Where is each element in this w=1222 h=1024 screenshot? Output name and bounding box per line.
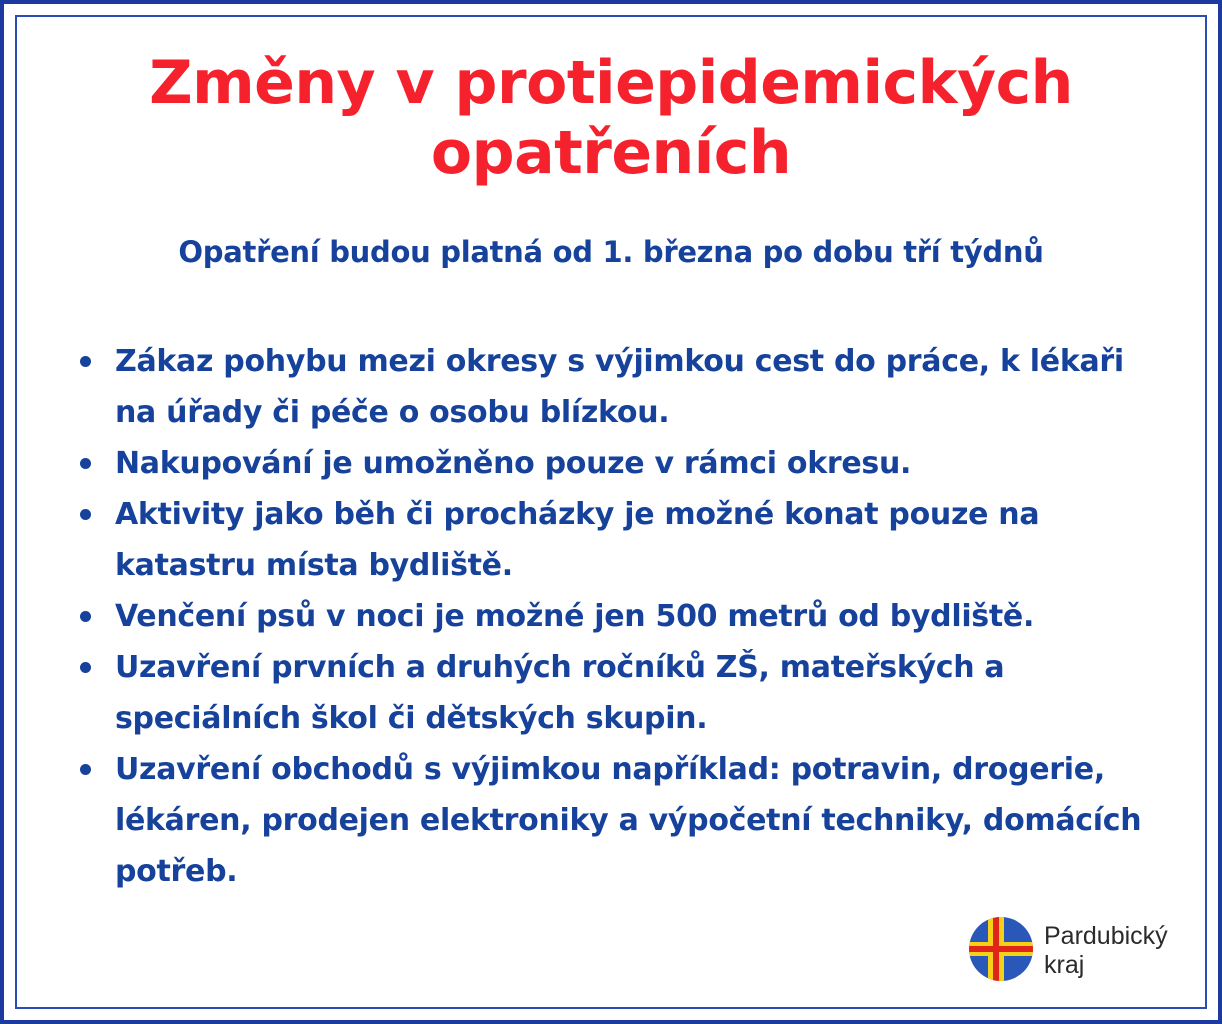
bullet-icon: [80, 764, 91, 775]
rule-text: Uzavření obchodů s výjimkou například: potravin, drogerie, lékáren, prodejen elektroniky a výpočetní techniky, domácích potřeb.: [115, 752, 1142, 889]
rule-item: [74, 438, 1154, 489]
title-line-2: opatřeních: [430, 118, 792, 188]
bullet-icon: [80, 611, 91, 622]
rule-text: Nakupování je umožněno pouze v rámci okresu.: [115, 446, 912, 481]
rules-list: [74, 336, 1154, 897]
bullet-icon: [80, 356, 91, 367]
rule-item: [74, 744, 1154, 897]
pardubicky-kraj-logo: [968, 916, 1188, 986]
logo-line-2: kraj: [1044, 951, 1085, 979]
bullet-icon: [80, 458, 91, 469]
bullet-icon: [80, 509, 91, 520]
rule-text: Zákaz pohybu mezi okresy s výjimkou cest do práce, k lékaři na úřady či péče o osobu blízkou.: [115, 344, 1124, 430]
rule-item: [74, 642, 1154, 744]
region-emblem-icon: [968, 916, 1034, 982]
rule-text: Uzavření prvních a druhých ročníků ZŠ, mateřských a speciálních škol či dětských skupin.: [115, 650, 1005, 736]
bullet-icon: [80, 662, 91, 673]
rule-text: Aktivity jako běh či procházky je možné konat pouze na katastru místa bydliště.: [115, 497, 1040, 583]
title-line-1: Změny v protiepidemických: [149, 48, 1073, 118]
rule-text: Venčení psů v noci je možné jen 500 metrů od bydliště.: [115, 599, 1035, 634]
rule-item: [74, 489, 1154, 591]
logo-line-1: Pardubický: [1044, 922, 1168, 950]
logo-wordmark: [1044, 922, 1168, 980]
page-title: [4, 48, 1218, 188]
rule-item: [74, 336, 1154, 438]
rule-item: [74, 591, 1154, 642]
subtitle: Opatření budou platná od 1. března po dobu tří týdnů: [178, 235, 1044, 269]
